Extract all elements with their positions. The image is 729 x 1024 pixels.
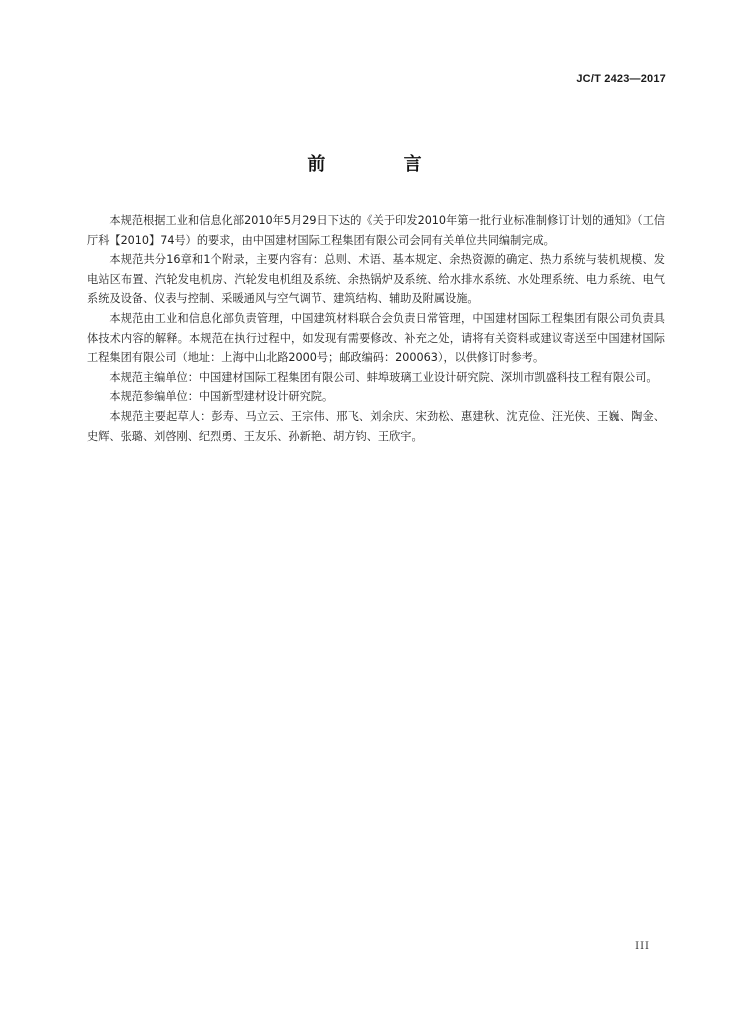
foreword-body: [87, 211, 665, 446]
page-number: III: [635, 941, 650, 952]
page-title: 前 言: [307, 154, 458, 175]
paragraph-participating-units: 本规范参编单位：中国新型建材设计研究院。: [109, 390, 334, 404]
paragraph-basis: 本规范根据工业和信息化部2010年5月29日下达的《关于印发2010年第一批行业标准制修订计划的通知》（工信厅科【2010】74号）的要求，由中国建材国际工程集团有限公司会同有关单位共同编制完成。: [87, 214, 665, 247]
paragraph-drafters: 本规范主要起草人：彭寿、马立云、王宗伟、邢飞、刘余庆、宋劲松、惠建秋、沈克俭、汪光侠、王巍、陶金、史辉、张璐、刘啓刚、纪烈勇、王友乐、孙新艳、胡方钧、王欣宇。: [87, 409, 665, 443]
paragraph-contents: 本规范共分16章和1个附录，主要内容有：总则、术语、基本规定、余热资源的确定、热力系统与装机规模、发电站区布置、汽轮发电机房、汽轮发电机组及系统、余热锅炉及系统、给水排水系统、水处理系统、电力系统、电气系统及设备、仪表与控制、采暖通风与空气调节、建筑结构、辅助及附属设施。: [87, 253, 665, 306]
standard-code: JC/T 2423—2017: [576, 73, 666, 85]
paragraph-chief-editors: 本规范主编单位：中国建材国际工程集团有限公司、蚌埠玻璃工业设计研究院、深圳市凯盛科技工程有限公司。: [109, 370, 658, 384]
paragraph-management: 本规范由工业和信息化部负责管理，中国建筑材料联合会负责日常管理，中国建材国际工程集团有限公司负责具体技术内容的解释。本规范在执行过程中，如发现有需要修改、补充之处，请将有关资料或建议寄送至中国建材国际工程集团有限公司（地址：上海中山北路2000号；邮政编码：200063），以供修订时参考。: [87, 311, 665, 365]
